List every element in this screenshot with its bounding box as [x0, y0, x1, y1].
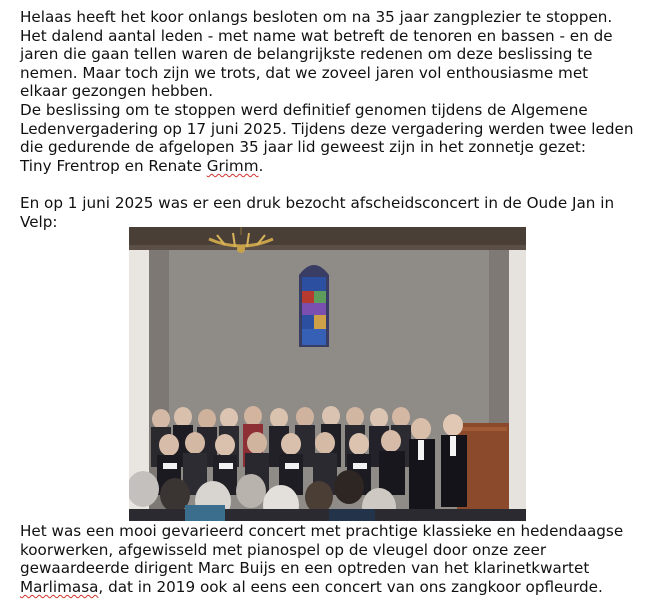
paragraph-decision: De beslissing om te stoppen werd definitief genomen tijdens de Algemene Ledenvergadering op 17 juni 2025. Tijdens deze vergadering werden twee leden die gedurende de afgelopen 35 jaar lid geweest zijn in het zonnetje gezet:	[20, 100, 634, 157]
spellcheck-flagged-word-marlimasa[interactable]: Marlimasa	[20, 577, 99, 596]
paragraph-intro: Helaas heeft het koor onlangs besloten om na 35 jaar zangplezier te stoppen. Het dalend aantal leden - met name wat betreft de tenoren en bassen - en de jaren die gaan tellen waren de belangrijkste redenen om deze beslissing te nemen. Maar toch zijn we trots, dat we zoveel jaren vol enthousiasme met elkaar gezongen hebben.	[20, 8, 613, 101]
concert-review-end: , dat in 2019 ook al eens een concert van ons zangkoor opfleurde.	[98, 577, 603, 596]
document-body-bottom	[20, 522, 635, 596]
concert-photo	[129, 227, 526, 521]
document-body	[20, 8, 635, 231]
concert-photo-drawing	[129, 227, 526, 521]
paragraph-farewell-concert: En op 1 juni 2025 was er een druk bezocht afscheidsconcert in de Oude Jan in Velp:	[20, 193, 615, 231]
paragraph-honored-members	[20, 157, 635, 176]
honored-members-text: Tiny Frentrop en Renate	[20, 156, 207, 175]
honored-members-end: .	[258, 156, 264, 175]
concert-review-text: Het was een mooi gevarieerd concert met prachtige klassieke en hedendaagse koorwerken, afgewisseld met pianospel op de vleugel door onze zeer gewaardeerde dirigent Marc Buijs en een optreden van het klarinetkwartet	[20, 522, 624, 578]
blank-line	[20, 175, 635, 194]
paragraph-concert-review	[20, 522, 635, 596]
spellcheck-flagged-word[interactable]: Grimm	[206, 156, 259, 175]
stained-glass-window-icon	[299, 265, 329, 347]
